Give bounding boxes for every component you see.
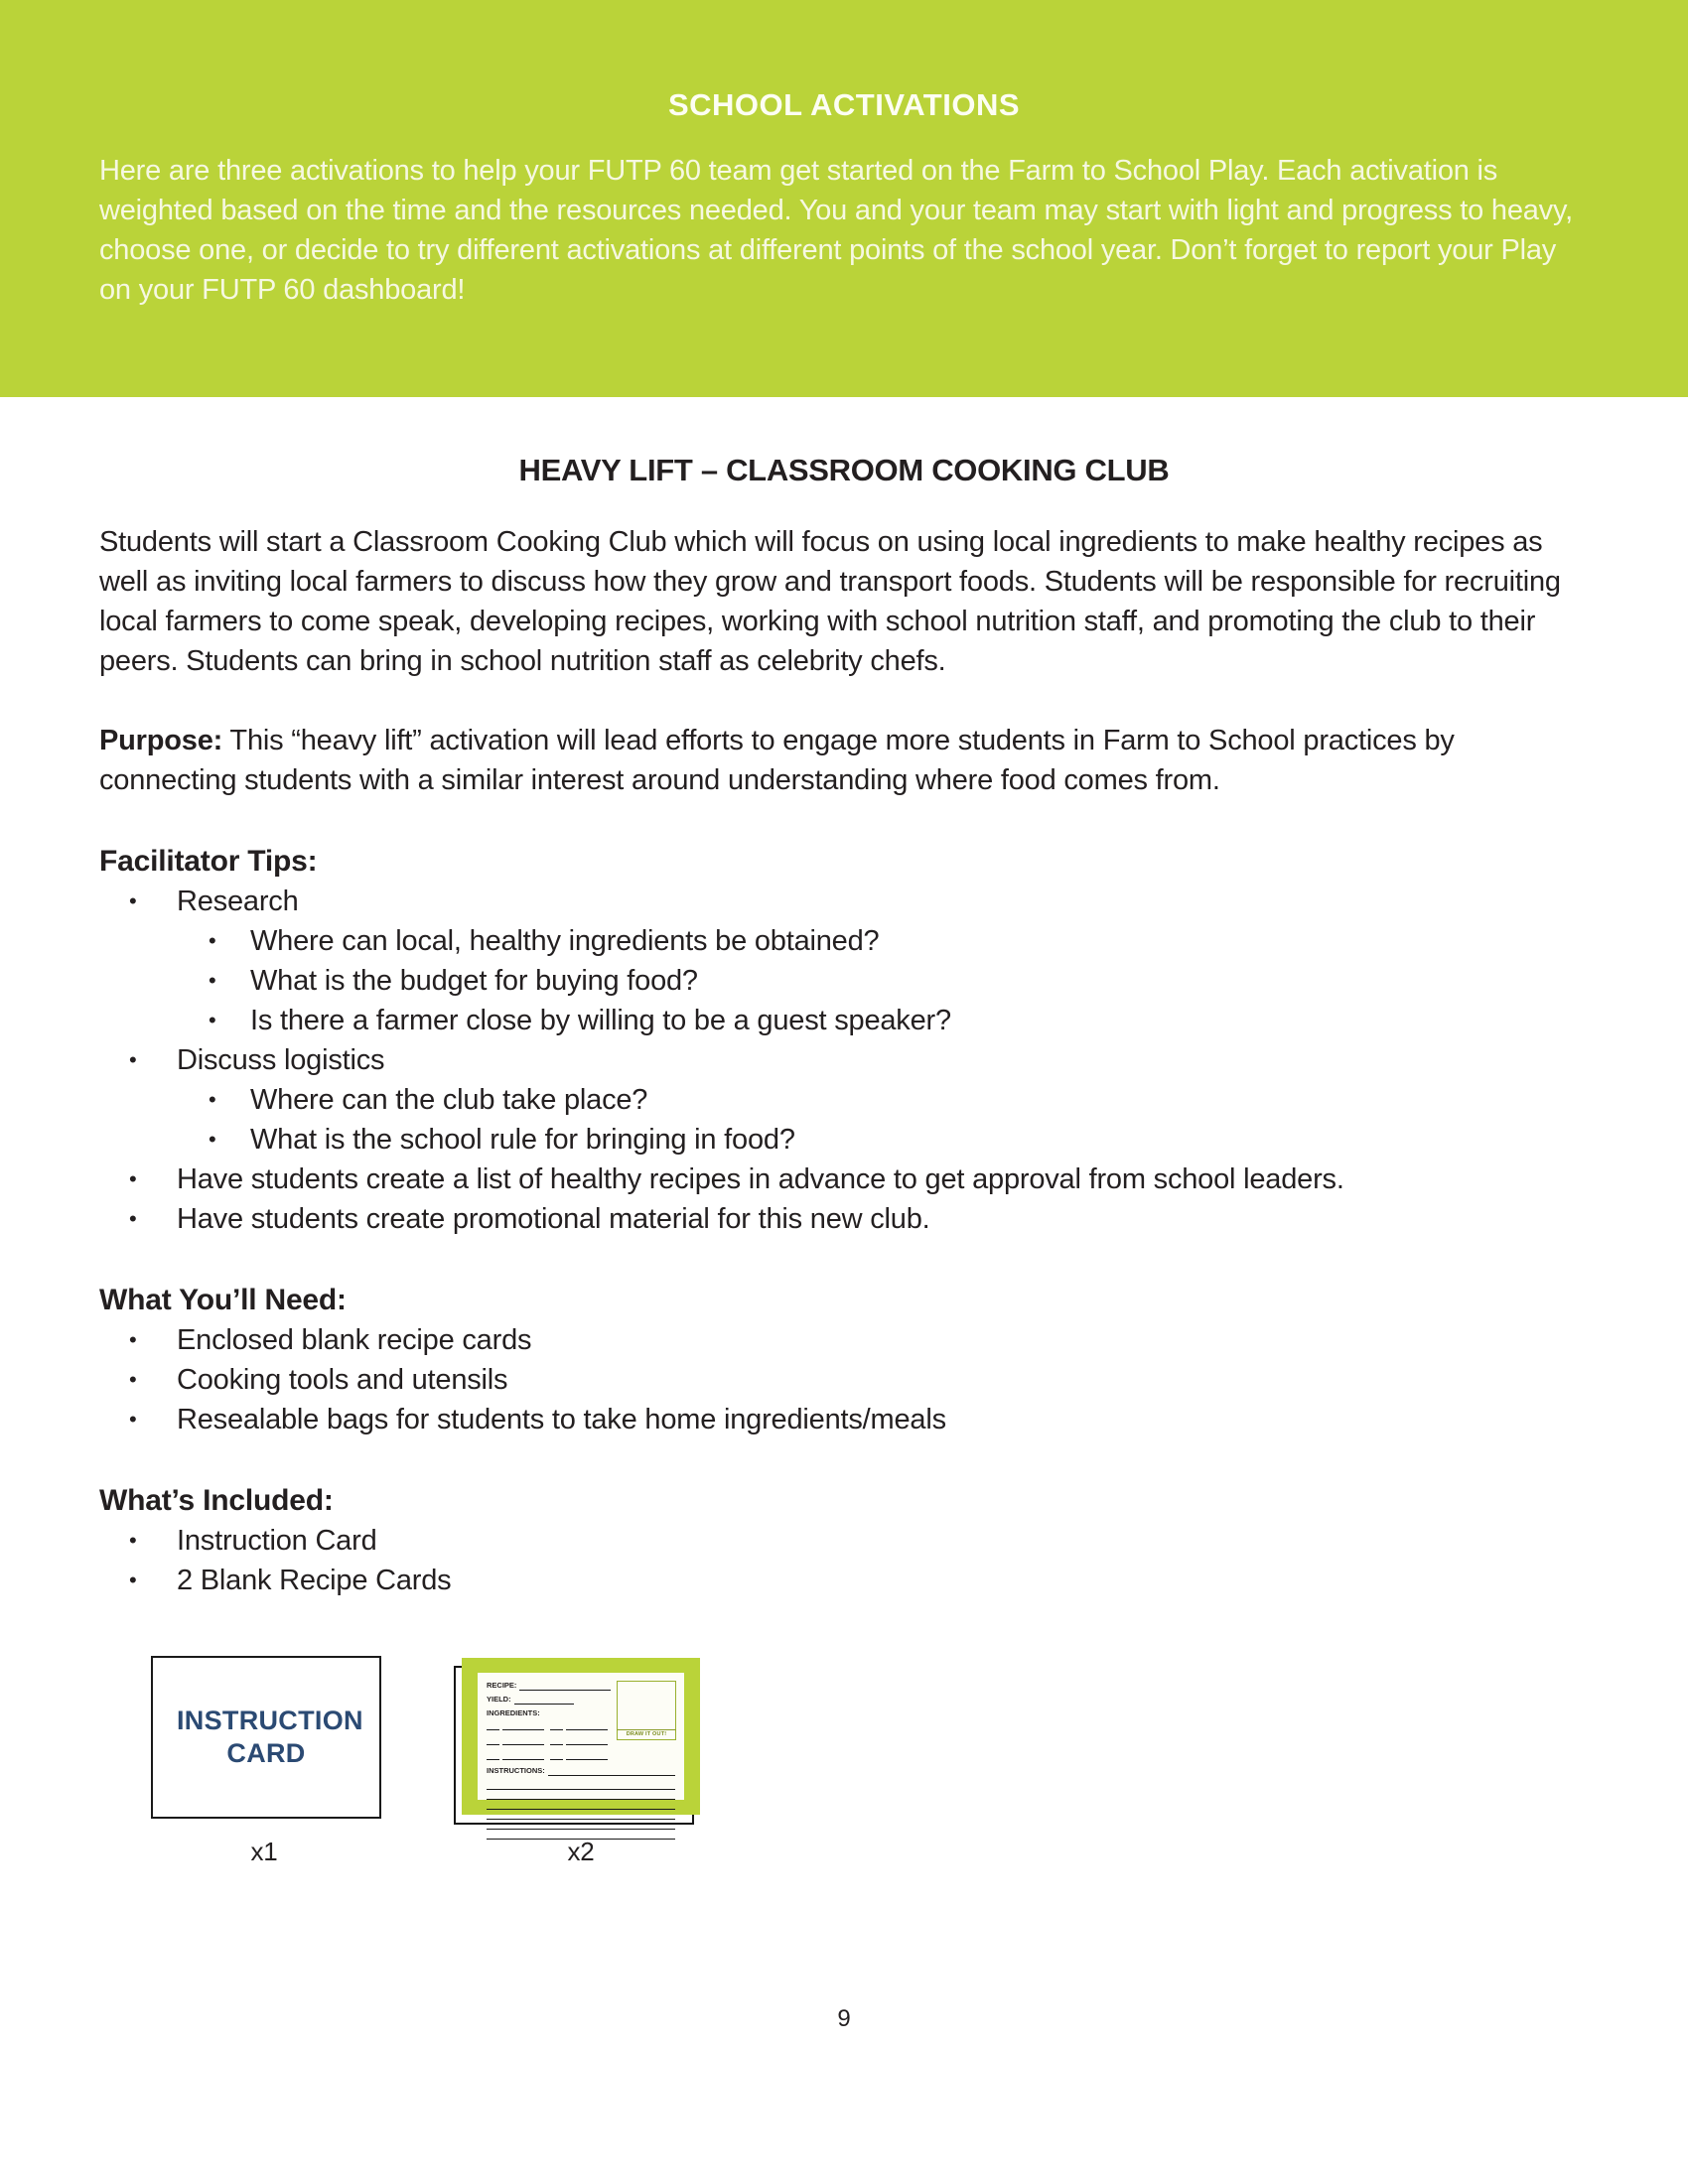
recipe-card-figure [462,1658,700,1815]
list-item: • Is there a farmer close by willing to be a guest speaker? [99,1001,1589,1040]
purpose-label: Purpose: [99,725,223,756]
recipe-label: RECIPE: [487,1681,517,1690]
draw-it-out-box [617,1681,676,1730]
instruction-card-quantity: x1 [250,1837,278,1866]
banner-title: SCHOOL ACTIVATIONS [667,87,1021,122]
ingredients-blank-grid [487,1721,614,1760]
list-item: • Cooking tools and utensils [99,1360,1589,1400]
ingredients-label: INGREDIENTS: [487,1708,540,1717]
recipe-card-form [478,1673,684,1800]
list-item: • Where can the club take place? [99,1080,1589,1120]
purpose-text: This “heavy lift” activation will lead efforts to engage more students in Farm to School practices by connecting students with a similar interest around understanding where food comes from. [99,725,1455,796]
yield-label: YIELD: [487,1695,511,1704]
list-item: • What is the budget for buying food? [99,961,1589,1001]
whats-included-heading: What’s Included: [99,1484,334,1517]
instructions-label: INSTRUCTIONS: [487,1766,545,1775]
included-items-figures [99,1656,1589,1870]
list-item: • Have students create a list of healthy recipes in advance to get approval from school leaders. [99,1160,1589,1199]
page-content [99,453,1589,2039]
list-item: • Research [99,882,1589,921]
list-item: • What is the school rule for bringing in food? [99,1120,1589,1160]
instructions-blank-lines [487,1780,675,1840]
draw-it-out-label: DRAW IT OUT! [617,1729,676,1740]
list-item: • Resealable bags for students to take home ingredients/meals [99,1400,1589,1439]
list-item: • Where can local, healthy ingredients be obtained? [99,921,1589,961]
list-item: • Enclosed blank recipe cards [99,1320,1589,1360]
facilitator-tips-heading: Facilitator Tips: [99,845,318,878]
list-item: • Have students create promotional material for this new club. [99,1199,1589,1239]
recipe-card-quantity: x2 [567,1837,595,1866]
blank-line [519,1682,611,1691]
blank-line [548,1767,675,1776]
what-you-need-list [99,1320,1589,1439]
list-item: • Discuss logistics [99,1040,1589,1080]
page-number: 9 [837,2005,851,2032]
purpose-paragraph [99,721,1589,800]
list-item: • 2 Blank Recipe Cards [99,1561,1589,1600]
whats-included-list [99,1521,1589,1600]
blank-line [514,1696,574,1705]
banner [0,0,1688,397]
what-you-need-heading: What You’ll Need: [99,1284,347,1316]
banner-paragraph: Here are three activations to help your FUTP 60 team get started on the Farm to School Play. Each activation is weighted based on the time and the resources needed. You and your team may start with light and progress to heavy, choose one, or decide to try different activations at different points of the school year. Don’t forget to report your Play on your FUTP 60 dashboard! [99,155,1573,306]
recipe-card [462,1658,700,1815]
instruction-card-figure [151,1656,381,1819]
intro-paragraph: Students will start a Classroom Cooking Club which will focus on using local ingredients to make healthy recipes as well as inviting local farmers to discuss how they grow and transport foods. Students will be responsible for recruiting local farmers to come speak, developing recipes, working with school nutrition staff, and promoting the club to their peers. Students can bring in school nutrition staff as celebrity chefs. [99,526,1561,677]
section-heading: HEAVY LIFT – CLASSROOM COOKING CLUB [518,453,1170,487]
list-item: • Instruction Card [99,1521,1589,1561]
facilitator-tips-list [99,882,1589,1239]
instruction-card-label: INSTRUCTION CARD [177,1706,363,1768]
